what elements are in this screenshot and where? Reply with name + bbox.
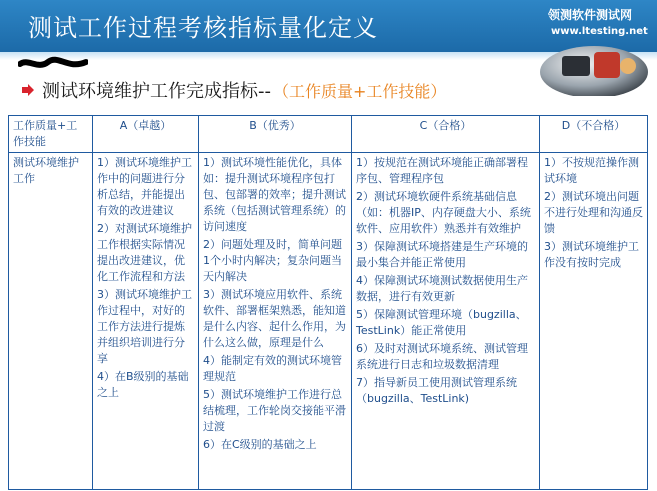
grade-b-item: 2）问题处理及时，简单问题1个小时内解决；复杂问题当天内解决	[203, 238, 342, 283]
arrow-right-icon	[22, 84, 34, 96]
grade-d-cell	[540, 153, 648, 490]
grade-c-item: 2）测试环境软硬件系统基础信息（如：机器IP、内存硬盘大小、系统软件、应用软件）熟悉并有效维护	[356, 190, 531, 235]
header-grade-c: C（合格）	[352, 116, 540, 153]
header-grade-a: A（卓越）	[93, 116, 199, 153]
grade-b-item: 5）测试环境维护工作进行总结梳理，工作轮岗交接能平滑过渡	[203, 388, 346, 433]
table-row	[9, 153, 648, 490]
table-header-row	[9, 116, 648, 153]
metrics-table	[8, 115, 648, 490]
page-title: 测试工作过程考核指标量化定义	[28, 14, 378, 42]
grade-a-item: 4）在B级别的基础之上	[97, 370, 189, 399]
logo-globe-icon	[536, 22, 652, 96]
grade-b-item: 6）在C级别的基础之上	[203, 438, 317, 451]
grade-d-item: 3）测试环境维护工作没有按时完成	[544, 240, 639, 269]
header-criteria: 工作质量+工作技能	[9, 116, 93, 153]
subtitle-accent: （工作质量+工作技能）	[273, 81, 447, 101]
grade-c-item: 4）保障测试环境测试数据使用生产数据，进行有效更新	[356, 274, 528, 303]
grade-a-item: 3）测试环境维护工作过程中，对好的工作方法进行提炼并组织培训进行分享	[97, 288, 192, 365]
grade-b-cell	[199, 153, 352, 490]
grade-b-item: 1）测试环境性能优化，具体如：提升测试环境程序包打包、包部署的效率；提升测试系统（包括测试管理系统）的访问速度	[203, 156, 346, 233]
grade-c-item: 6）及时对测试环境系统、测试管理系统进行日志和垃圾数据清理	[356, 342, 528, 371]
grade-d-item: 1）不按规范操作测试环境	[544, 156, 639, 185]
grade-d-item: 2）测试环境出问题不进行处理和沟通反馈	[544, 190, 643, 235]
logo-name: 领测软件测试网	[548, 8, 633, 22]
grade-c-cell	[352, 153, 540, 490]
grade-a-item: 2）对测试环境维护工作根据实际情况提出改进建议，优化工作流程和方法	[97, 222, 192, 283]
logo-url: www.ltesting.net	[551, 26, 648, 37]
redacted-scribble	[18, 56, 88, 72]
grade-c-item: 7）指导新员工使用测试管理系统（bugzilla、TestLink)	[356, 376, 517, 405]
subtitle-main: 测试环境维护工作完成指标--	[42, 81, 271, 102]
grade-c-item: 5）保障测试管理环境（bugzilla、TestLink）能正常使用	[356, 308, 527, 337]
header-grade-d: D（不合格）	[540, 116, 648, 153]
grade-a-cell	[93, 153, 199, 490]
grade-b-item: 4）能制定有效的测试环境管理规范	[203, 354, 342, 383]
section-subtitle	[22, 78, 446, 102]
grade-b-item: 3）测试环境应用软件、系统软件、部署框架熟悉，能知道是什么内容、起什么作用，为什么这么做，原理是什么	[203, 288, 346, 349]
grade-c-item: 1）按规范在测试环境能正确部署程序包、管理程序包	[356, 156, 528, 185]
row-label: 测试环境维护工作	[9, 153, 93, 490]
header-grade-b: B（优秀）	[199, 116, 352, 153]
grade-a-item: 1）测试环境维护工作中的问题进行分析总结，并能提出有效的改进建议	[97, 156, 192, 217]
grade-c-item: 3）保障测试环境搭建是生产环境的最小集合并能正常使用	[356, 240, 528, 269]
